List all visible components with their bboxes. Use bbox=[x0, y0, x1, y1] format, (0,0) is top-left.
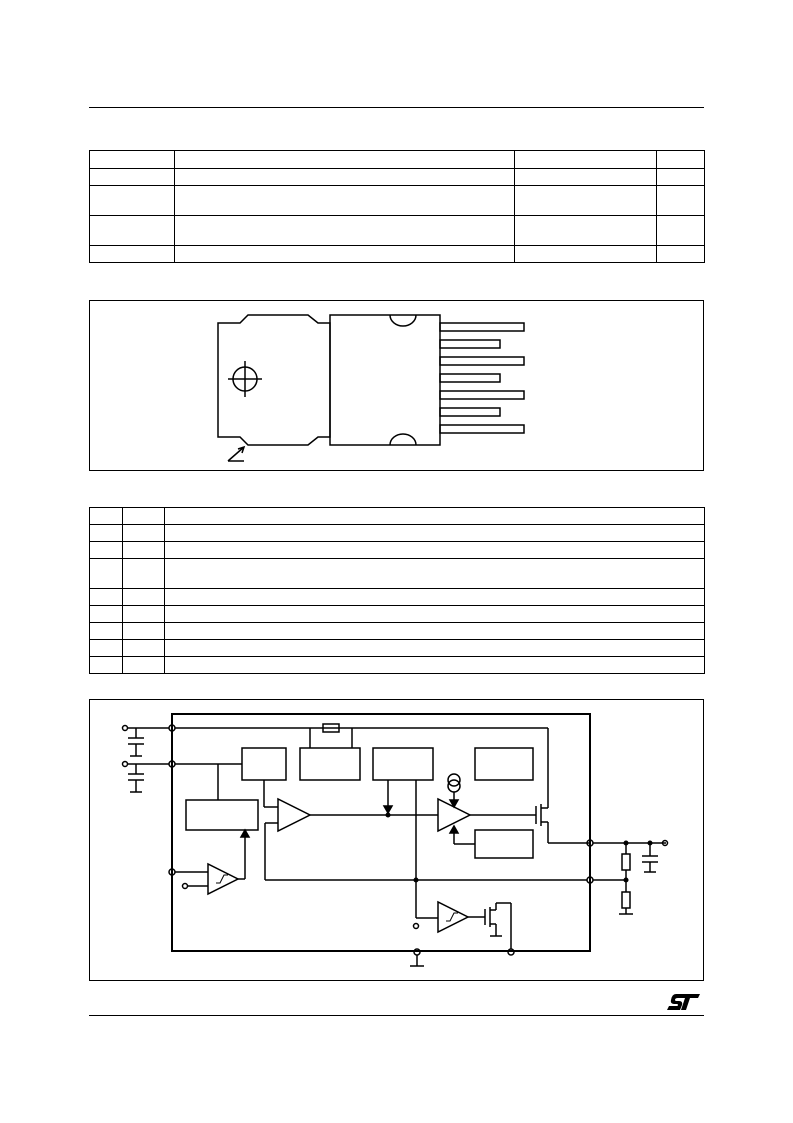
table-row bbox=[90, 623, 705, 640]
table-cell bbox=[657, 169, 705, 186]
table-cell bbox=[165, 606, 705, 623]
table-cell bbox=[175, 216, 515, 246]
table-cell bbox=[90, 559, 123, 589]
table-cell bbox=[90, 216, 175, 246]
table-cell bbox=[90, 542, 123, 559]
table-row bbox=[90, 606, 705, 623]
table-row bbox=[90, 186, 705, 216]
table-cell bbox=[90, 508, 123, 525]
table-cell bbox=[175, 186, 515, 216]
table-cell bbox=[123, 657, 165, 674]
table-cell bbox=[515, 169, 657, 186]
table-row bbox=[90, 508, 705, 525]
table-cell bbox=[90, 623, 123, 640]
table-cell bbox=[165, 640, 705, 657]
table-row bbox=[90, 151, 705, 169]
table-cell bbox=[165, 525, 705, 542]
table-row bbox=[90, 640, 705, 657]
table-cell bbox=[90, 246, 175, 263]
table-cell bbox=[657, 151, 705, 169]
table-cell bbox=[515, 246, 657, 263]
table-cell bbox=[165, 589, 705, 606]
table-cell bbox=[90, 169, 175, 186]
block-diagram-frame bbox=[89, 699, 704, 981]
table-row bbox=[90, 169, 705, 186]
table-row bbox=[90, 542, 705, 559]
ratings-table bbox=[89, 150, 705, 263]
table-row bbox=[90, 559, 705, 589]
pin-table bbox=[89, 507, 705, 674]
table-row bbox=[90, 589, 705, 606]
table-cell bbox=[515, 186, 657, 216]
table-cell bbox=[90, 525, 123, 542]
table-cell bbox=[165, 508, 705, 525]
table-cell bbox=[123, 525, 165, 542]
table-cell bbox=[90, 151, 175, 169]
table-cell bbox=[175, 169, 515, 186]
table-cell bbox=[90, 186, 175, 216]
table-cell bbox=[123, 589, 165, 606]
table-cell bbox=[90, 606, 123, 623]
table-cell bbox=[123, 559, 165, 589]
footer-rule bbox=[89, 1015, 704, 1016]
header-rule bbox=[89, 107, 704, 108]
table-cell bbox=[123, 623, 165, 640]
table-row bbox=[90, 657, 705, 674]
table-cell bbox=[123, 640, 165, 657]
st-logo-icon bbox=[666, 993, 702, 1011]
table-cell bbox=[165, 559, 705, 589]
table-cell bbox=[90, 640, 123, 657]
table-row bbox=[90, 216, 705, 246]
table-cell bbox=[657, 216, 705, 246]
table-cell bbox=[515, 151, 657, 169]
table-cell bbox=[90, 657, 123, 674]
table-cell bbox=[90, 589, 123, 606]
table-cell bbox=[123, 606, 165, 623]
table-row bbox=[90, 246, 705, 263]
table-cell bbox=[175, 246, 515, 263]
table-row bbox=[90, 525, 705, 542]
table-cell bbox=[123, 508, 165, 525]
table-cell bbox=[175, 151, 515, 169]
package-drawing-frame bbox=[89, 300, 704, 471]
table-cell bbox=[123, 542, 165, 559]
table-cell bbox=[657, 246, 705, 263]
table-cell bbox=[165, 657, 705, 674]
table-cell bbox=[165, 623, 705, 640]
multiwatt-package-outline-icon bbox=[90, 301, 703, 470]
table-cell bbox=[657, 186, 705, 216]
regulator-block-diagram-icon bbox=[90, 700, 703, 980]
table-cell bbox=[515, 216, 657, 246]
table-cell bbox=[165, 542, 705, 559]
